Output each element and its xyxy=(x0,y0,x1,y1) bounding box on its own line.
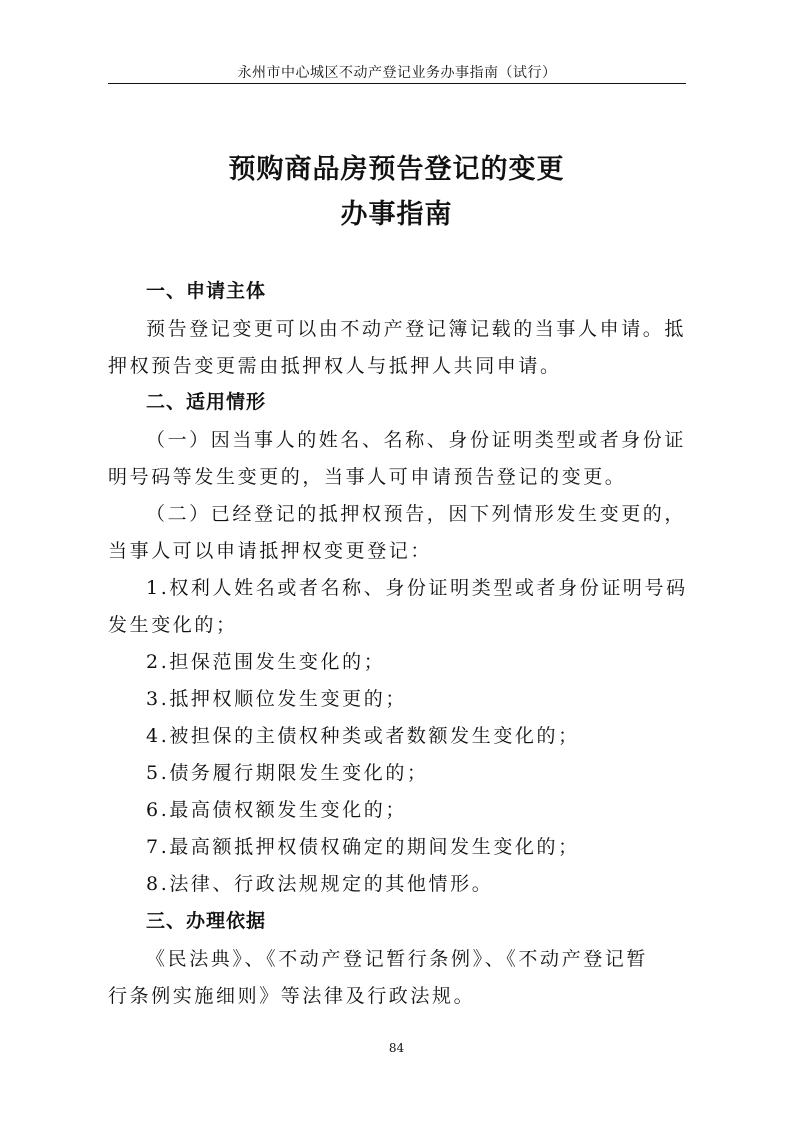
section-heading-legal-basis: 三、办理依据 xyxy=(146,910,267,932)
list-item: 7.最高额抵押权债权确定的期间发生变化的； xyxy=(146,836,580,858)
paragraph-line: （一）因当事人的姓名、名称、身份证明类型或者身份证 xyxy=(146,429,687,451)
paragraph-line: 行条例实施细则》等法律及行政法规。 xyxy=(108,985,476,1007)
section-heading-applicant: 一、申请主体 xyxy=(146,280,267,302)
page-number: 84 xyxy=(388,1041,405,1055)
list-item: 3.抵押权顺位发生变更的； xyxy=(146,688,407,710)
running-header: 永州市中心城区不动产登记业务办事指南（试行） xyxy=(237,65,557,81)
paragraph-line: 明号码等发生变更的，当事人可申请预告登记的变更。 xyxy=(108,466,627,488)
list-item: 4.被担保的主债权种类或者数额发生变化的； xyxy=(146,725,580,747)
header-rule xyxy=(108,83,686,84)
document-title-line-2: 办事指南 xyxy=(340,199,453,230)
paragraph-line: 《民法典》、《不动产登记暂行条例》、《不动产登记暂 xyxy=(146,948,649,970)
list-item-continuation: 发生变化的； xyxy=(108,614,238,636)
paragraph-line: 预告登记变更可以由不动产登记簿记载的当事人申请。抵 xyxy=(146,318,687,340)
list-item: 8.法律、行政法规规定的其他情形。 xyxy=(146,873,494,895)
list-item: 1.权利人姓名或者名称、身份证明类型或者身份证明号码 xyxy=(146,577,688,599)
list-item: 5.债务履行期限发生变化的； xyxy=(146,762,429,784)
section-heading-applicable-cases: 二、适用情形 xyxy=(146,391,267,413)
list-item: 6.最高债权额发生变化的； xyxy=(146,799,407,821)
document-title-line-1: 预购商品房预告登记的变更 xyxy=(228,154,565,185)
paragraph-line: 当事人可以申请抵押权变更登记： xyxy=(108,540,433,562)
list-item: 2.担保范围发生变化的； xyxy=(146,651,386,673)
paragraph-line: 押权预告变更需由抵押权人与抵押人共同申请。 xyxy=(108,355,562,377)
paragraph-line: （二）已经登记的抵押权预告，因下列情形发生变更的， xyxy=(146,503,687,525)
